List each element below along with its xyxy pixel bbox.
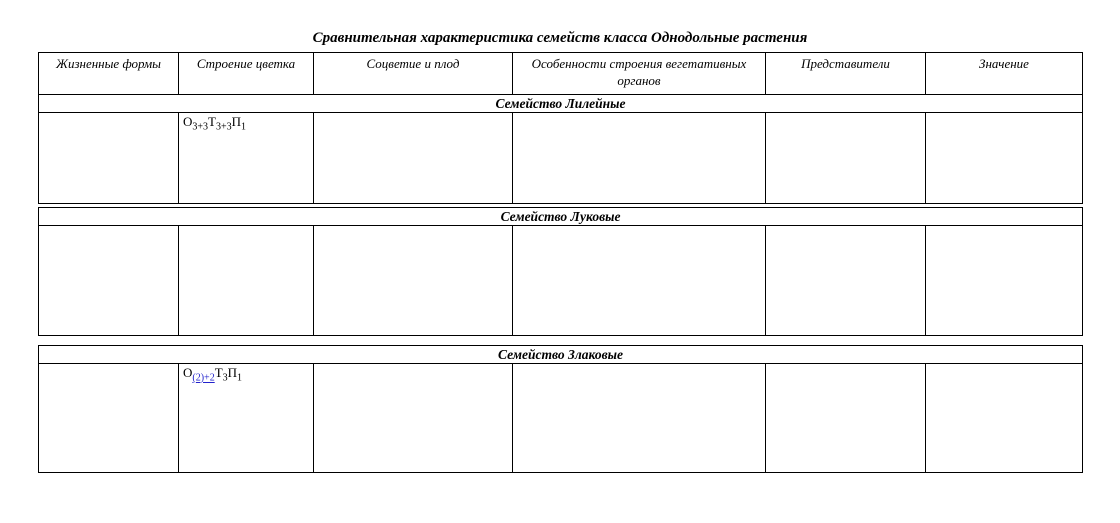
table-row bbox=[39, 226, 1083, 336]
formula-part: Т bbox=[214, 365, 223, 380]
cell-luk-flower-structure[interactable] bbox=[179, 226, 314, 336]
cell-lil-inflorescence-fruit[interactable] bbox=[314, 113, 513, 204]
section-label-liliaceae: Семейство Лилейные bbox=[39, 95, 1083, 113]
cell-luk-life-forms[interactable] bbox=[39, 226, 179, 336]
formula-part: О bbox=[183, 114, 193, 129]
header-significance: Значение bbox=[926, 53, 1083, 95]
cell-zlak-inflorescence-fruit[interactable] bbox=[314, 364, 513, 473]
section-label-alliaceae: Семейство Луковые bbox=[39, 208, 1083, 226]
cell-lil-life-forms[interactable] bbox=[39, 113, 179, 204]
formula-subscript: 3+3 bbox=[215, 121, 232, 133]
table-liliaceae bbox=[38, 52, 1083, 204]
table-alliaceae bbox=[38, 207, 1083, 336]
formula-subscript-edited: (2)+2 bbox=[192, 372, 215, 384]
flower-formula-poaceae bbox=[183, 365, 243, 384]
formula-part: Т bbox=[208, 114, 216, 129]
table-poaceae bbox=[38, 345, 1083, 473]
header-life-forms: Жизненные формы bbox=[39, 53, 179, 95]
cell-zlak-significance[interactable] bbox=[926, 364, 1083, 473]
cell-zlak-vegetative-organs[interactable] bbox=[513, 364, 766, 473]
table-row bbox=[39, 364, 1083, 473]
section-band-liliaceae bbox=[39, 95, 1083, 113]
cell-luk-vegetative-organs[interactable] bbox=[513, 226, 766, 336]
table-row bbox=[39, 113, 1083, 204]
formula-subscript: 3+3 bbox=[192, 121, 209, 133]
cell-lil-flower-structure[interactable] bbox=[179, 113, 314, 204]
cell-luk-inflorescence-fruit[interactable] bbox=[314, 226, 513, 336]
cell-zlak-flower-structure[interactable] bbox=[179, 364, 314, 473]
section-band-alliaceae bbox=[39, 208, 1083, 226]
cell-lil-representatives[interactable] bbox=[766, 113, 926, 204]
cell-zlak-representatives[interactable] bbox=[766, 364, 926, 473]
cell-luk-significance[interactable] bbox=[926, 226, 1083, 336]
header-inflorescence-fruit: Соцветие и плод bbox=[314, 53, 513, 95]
cell-lil-vegetative-organs[interactable] bbox=[513, 113, 766, 204]
section-label-poaceae: Семейство Злаковые bbox=[39, 346, 1083, 364]
cell-zlak-life-forms[interactable] bbox=[39, 364, 179, 473]
cell-luk-representatives[interactable] bbox=[766, 226, 926, 336]
cell-lil-significance[interactable] bbox=[926, 113, 1083, 204]
page-title: Сравнительная характеристика семейств класса Однодольные растения bbox=[312, 30, 808, 46]
header-flower-structure: Строение цветка bbox=[179, 53, 314, 95]
section-band-poaceae bbox=[39, 346, 1083, 364]
formula-subscript: 1 bbox=[237, 372, 243, 384]
formula-subscript: 3 bbox=[222, 372, 228, 384]
flower-formula-liliaceae bbox=[183, 114, 247, 133]
header-vegetative-organs: Особенности строения вегетативных органов bbox=[513, 53, 766, 95]
header-representatives: Представители bbox=[766, 53, 926, 95]
table-header-row bbox=[39, 53, 1083, 95]
formula-part: П bbox=[227, 365, 238, 380]
formula-subscript: 1 bbox=[241, 121, 247, 133]
formula-part: О bbox=[183, 365, 193, 380]
formula-part: П bbox=[231, 114, 242, 129]
